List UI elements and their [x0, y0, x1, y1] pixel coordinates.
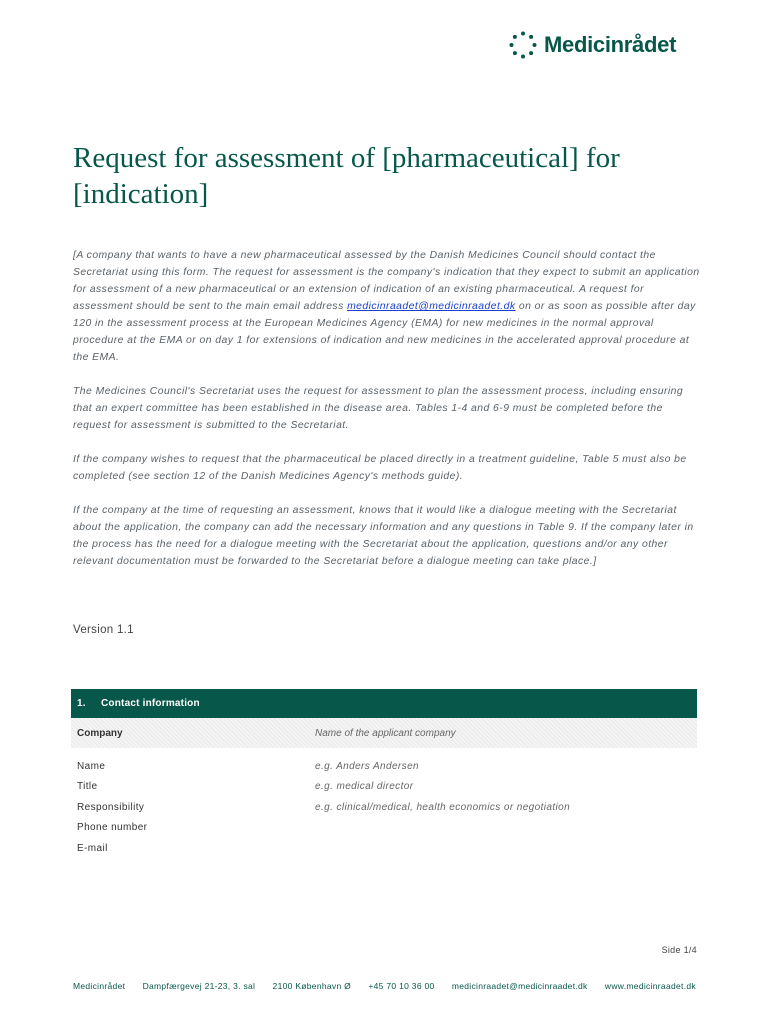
- footer-org: Medicinrådet: [73, 981, 126, 991]
- row-value[interactable]: e.g. Anders Andersen: [315, 760, 419, 772]
- table-number: 1.: [77, 698, 86, 709]
- footer: [73, 981, 696, 991]
- page-number: Side 1/4: [661, 945, 697, 955]
- table-row: [71, 777, 697, 798]
- row-value[interactable]: e.g. medical director: [315, 781, 414, 793]
- intro-p1-before: [A company that wants to have a new pharmaceutical assessed by the Danish Medicines Council should contact the Secretariat using this form. The request for assessment is the company's indication that they expect to submit an application for assessment of a new pharmaceutical or an extension of indication of an existing pharmaceutical. A request for assessment should be sent to the main email address: [73, 250, 700, 312]
- footer-phone: +45 70 10 36 00: [368, 981, 435, 991]
- table-header: [71, 689, 697, 718]
- table-row: [71, 797, 697, 818]
- company-value[interactable]: Name of the applicant company: [315, 727, 456, 739]
- page-title: Request for assessment of [pharmaceutical] for [indication]: [73, 142, 620, 210]
- intro-paragraph-1: [73, 247, 703, 366]
- intro-paragraph-2: The Medicines Council's Secretariat uses the request for assessment to plan the assessment process, including ensuring that an expert committee has been established in the disease area. Tables 1-4 and 6-9 must be completed before the request for assessment is submitted to the Secretariat.: [73, 386, 684, 431]
- row-label: Name: [77, 760, 106, 772]
- version-label: Version 1.1: [73, 624, 134, 636]
- table-row: [71, 756, 697, 777]
- footer-email: medicinraadet@medicinraadet.dk: [451, 981, 588, 991]
- footer-address: Dampfærgevej 21-23, 3. sal: [142, 981, 256, 991]
- footer-web: www.medicinraadet.dk: [604, 981, 696, 991]
- row-value[interactable]: e.g. clinical/medical, health economics or negotiation: [315, 801, 571, 813]
- table-row: [71, 818, 697, 839]
- intro-text: [73, 247, 703, 587]
- row-label: Title: [77, 781, 98, 793]
- footer-city: 2100 København Ø: [272, 981, 352, 991]
- email-link[interactable]: medicinraadet@medicinraadet.dk: [347, 301, 516, 312]
- contact-info-table: [71, 689, 697, 859]
- table-row: [71, 838, 697, 859]
- company-label: Company: [77, 727, 123, 739]
- row-label: Responsibility: [77, 801, 145, 813]
- row-label: Phone number: [77, 822, 148, 834]
- logo: [508, 30, 676, 60]
- table-row-company: [71, 718, 697, 748]
- intro-paragraph-4: If the company at the time of requesting an assessment, knows that it would like a dialogue meeting with the Secretariat about the application, the company can add the necessary information and any questions in Table 9. If the company later in the process has the need for a dialogue meeting with the Secretariat about the application, questions and/or any other relevant documentation must be forwarded to the Secretariat before a dialogue meeting can take place.]: [73, 505, 694, 567]
- table-rows: [71, 748, 697, 859]
- intro-p1-after: on or as soon as possible after day 120 in the assessment process at the European Medicines Agency (EMA) for new medicines in the normal approval procedure at the EMA or on day 1 for extensions of indication and new medicines in the accelerated approval procedure at the EMA.: [73, 301, 696, 363]
- intro-paragraph-3: If the company wishes to request that the pharmaceutical be placed directly in a treatment guideline, Table 5 must also be completed (see section 12 of the Danish Medicines Agency's methods guide).: [73, 454, 687, 482]
- logo-text: Medicinrådet: [544, 32, 677, 57]
- row-label: E-mail: [77, 842, 108, 854]
- dots-circle-icon: [508, 30, 538, 60]
- table-heading: Contact information: [101, 698, 200, 709]
